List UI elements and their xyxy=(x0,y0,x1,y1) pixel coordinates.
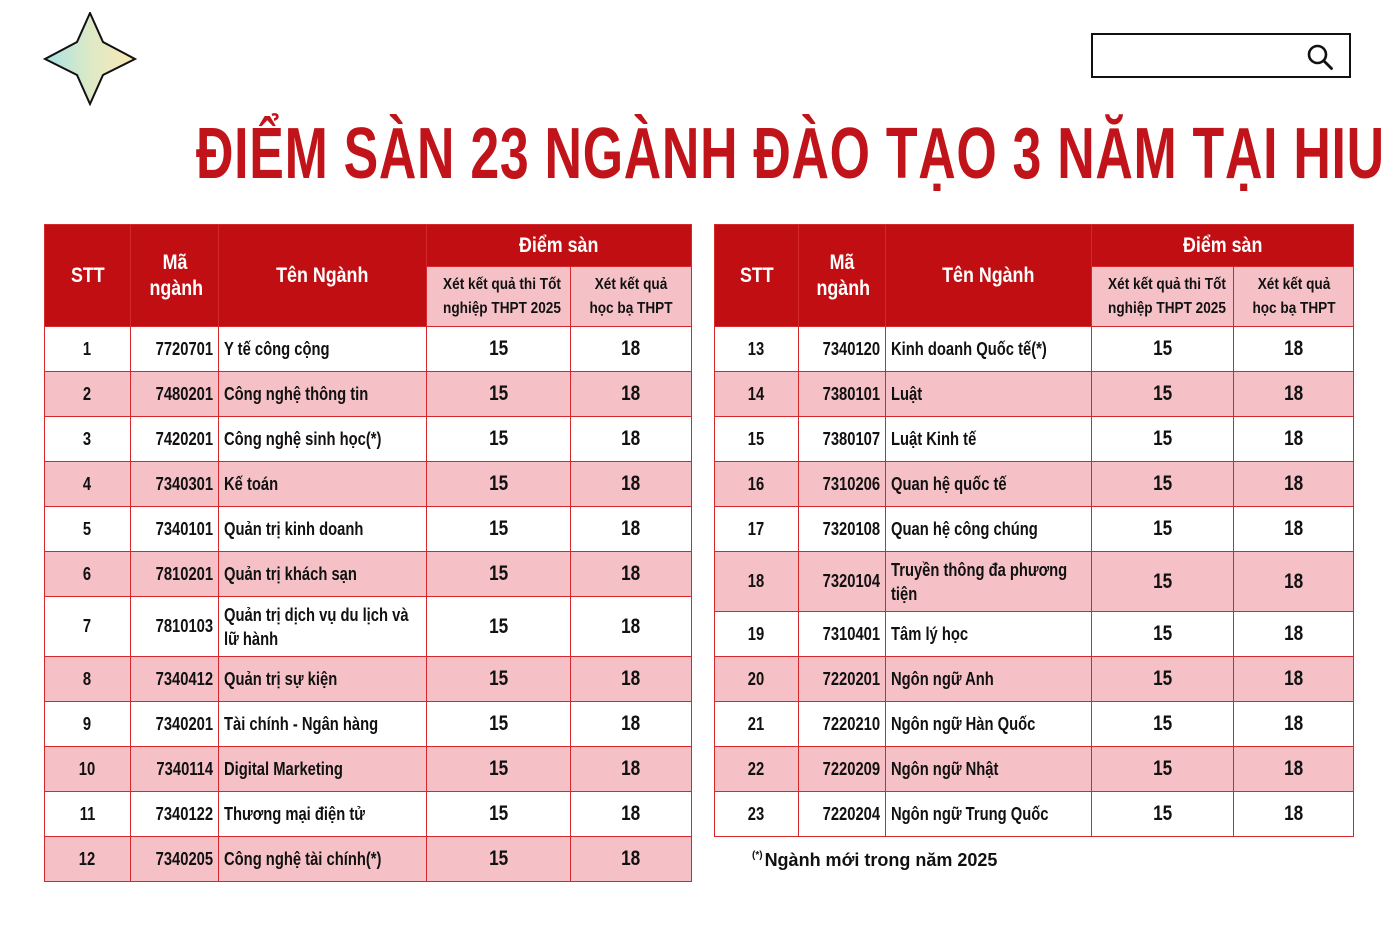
major-name xyxy=(219,462,427,507)
score-transcript xyxy=(571,702,692,747)
score-transcript-text: 18 xyxy=(1283,517,1304,540)
score-exam xyxy=(1092,702,1234,747)
major-code xyxy=(799,372,886,417)
major-code xyxy=(799,702,886,747)
score-transcript xyxy=(1234,657,1354,702)
score-exam-text: 15 xyxy=(488,382,509,405)
page-title: ĐIỂM SÀN 23 NGÀNH ĐÀO TẠO 3 NĂM TẠI HIU xyxy=(195,114,1385,194)
score-transcript-text: 18 xyxy=(621,427,641,450)
major-code-text: 7320108 xyxy=(822,518,880,539)
score-transcript-text: 18 xyxy=(1283,712,1304,735)
major-code-text: 7340122 xyxy=(155,803,213,824)
score-exam xyxy=(427,837,571,882)
major-name-text: Truyền thông đa phương tiện xyxy=(891,559,1068,604)
major-name xyxy=(219,552,427,597)
major-code-text: 7720701 xyxy=(155,338,213,359)
score-exam xyxy=(427,552,571,597)
row-number xyxy=(45,702,131,747)
score-transcript-text: 18 xyxy=(621,382,641,405)
major-name xyxy=(886,417,1092,462)
row-number xyxy=(45,552,131,597)
score-transcript-text: 18 xyxy=(621,712,641,735)
major-name-text: Công nghệ tài chính(*) xyxy=(224,849,382,869)
score-exam-text: 15 xyxy=(488,614,509,638)
score-transcript xyxy=(1234,507,1354,552)
major-name-text: Kế toán xyxy=(224,474,279,494)
major-code xyxy=(131,837,219,882)
score-exam xyxy=(1092,507,1234,552)
row-number-text: 23 xyxy=(748,803,765,824)
major-name-text: Digital Marketing xyxy=(224,759,343,779)
header-score-exam: Xét kết quả thi Tốt nghiệp THPT 2025 xyxy=(1092,267,1234,327)
table-row xyxy=(45,327,692,372)
major-name-text: Quan hệ công chúng xyxy=(891,519,1038,539)
major-code xyxy=(799,747,886,792)
major-code-text: 7340205 xyxy=(155,848,213,869)
major-code-text: 7220204 xyxy=(822,803,880,824)
major-name-text: Quản trị khách sạn xyxy=(224,564,357,584)
header-score-transcript: Xét kết quả học bạ THPT xyxy=(571,267,692,327)
row-number xyxy=(715,747,799,792)
score-exam-text: 15 xyxy=(1152,472,1173,495)
row-number-text: 5 xyxy=(83,518,92,539)
score-transcript xyxy=(1234,327,1354,372)
major-code-text: 7340114 xyxy=(156,758,213,779)
row-number-text: 19 xyxy=(748,623,765,644)
score-exam-text: 15 xyxy=(1152,569,1173,593)
score-transcript-text: 18 xyxy=(1283,622,1304,645)
major-code-text: 7810201 xyxy=(155,563,213,584)
score-exam-text: 15 xyxy=(488,337,509,360)
major-code-text: 7380107 xyxy=(822,428,880,449)
score-transcript xyxy=(1234,462,1354,507)
score-transcript-text: 18 xyxy=(621,847,641,870)
table-row xyxy=(715,657,1354,702)
major-name xyxy=(886,327,1092,372)
search-box[interactable] xyxy=(1091,33,1351,78)
table-row xyxy=(715,747,1354,792)
row-number-text: 8 xyxy=(83,668,92,689)
table-row xyxy=(715,702,1354,747)
row-number xyxy=(715,462,799,507)
header-code: Mã ngành xyxy=(799,225,886,327)
score-exam-text: 15 xyxy=(1152,622,1173,645)
major-name-text: Kinh doanh Quốc tế(*) xyxy=(891,339,1047,359)
score-exam xyxy=(1092,417,1234,462)
score-exam-text: 15 xyxy=(1152,427,1173,450)
major-code-text: 7380101 xyxy=(822,383,880,404)
row-number xyxy=(45,507,131,552)
score-exam-text: 15 xyxy=(1152,517,1173,540)
score-transcript xyxy=(571,657,692,702)
score-exam xyxy=(427,702,571,747)
header-score-group: Điểm sàn xyxy=(427,225,692,267)
score-transcript xyxy=(571,597,692,657)
major-name-text: Quản trị sự kiện xyxy=(224,669,338,689)
major-code xyxy=(131,327,219,372)
score-transcript xyxy=(1234,747,1354,792)
row-number xyxy=(715,612,799,657)
major-code xyxy=(799,792,886,837)
major-name-text: Quan hệ quốc tế xyxy=(891,474,1007,494)
row-number-text: 17 xyxy=(748,518,765,539)
table-row xyxy=(45,657,692,702)
major-code-text: 7340301 xyxy=(155,473,213,494)
table-row xyxy=(45,837,692,882)
major-code-text: 7220201 xyxy=(822,668,880,689)
score-transcript-text: 18 xyxy=(621,517,641,540)
major-name xyxy=(219,597,427,657)
major-name-text: Ngôn ngữ Hàn Quốc xyxy=(891,714,1036,734)
major-name xyxy=(886,747,1092,792)
major-name-text: Ngôn ngữ Nhật xyxy=(891,759,999,779)
major-name-text: Y tế công cộng xyxy=(224,339,330,359)
major-name xyxy=(219,747,427,792)
major-name xyxy=(219,657,427,702)
table-row xyxy=(715,552,1354,612)
row-number xyxy=(715,327,799,372)
major-code-text: 7420201 xyxy=(155,428,213,449)
score-exam xyxy=(427,462,571,507)
major-code-text: 7340412 xyxy=(155,668,213,689)
score-exam-text: 15 xyxy=(1152,802,1173,825)
row-number-text: 10 xyxy=(79,758,96,779)
score-exam-text: 15 xyxy=(488,472,509,495)
major-code-text: 7810103 xyxy=(155,616,213,636)
score-transcript-text: 18 xyxy=(621,337,641,360)
major-code xyxy=(799,462,886,507)
row-number xyxy=(715,372,799,417)
row-number xyxy=(715,552,799,612)
header-stt: STT xyxy=(715,225,799,327)
footnote-text: Ngành mới trong năm 2025 xyxy=(764,850,998,870)
score-transcript-text: 18 xyxy=(1283,382,1304,405)
header-score-transcript: Xét kết quả học bạ THPT xyxy=(1234,267,1354,327)
footnote xyxy=(752,850,997,871)
score-exam xyxy=(427,327,571,372)
table-row xyxy=(45,417,692,462)
major-code-text: 7220210 xyxy=(822,713,880,734)
major-name xyxy=(886,702,1092,747)
major-name-text: Luật Kinh tế xyxy=(891,429,977,449)
score-exam-text: 15 xyxy=(1152,382,1173,405)
major-name xyxy=(219,417,427,462)
table-row xyxy=(45,792,692,837)
major-name xyxy=(219,837,427,882)
score-transcript-text: 18 xyxy=(1283,427,1304,450)
major-code xyxy=(131,507,219,552)
row-number xyxy=(715,657,799,702)
major-name xyxy=(219,702,427,747)
score-exam xyxy=(1092,657,1234,702)
score-transcript xyxy=(571,837,692,882)
score-exam-text: 15 xyxy=(488,712,509,735)
row-number-text: 1 xyxy=(83,338,92,359)
row-number-text: 3 xyxy=(83,428,92,449)
table-row xyxy=(715,612,1354,657)
row-number xyxy=(45,327,131,372)
major-code xyxy=(131,417,219,462)
row-number-text: 14 xyxy=(748,383,765,404)
score-table-left xyxy=(44,224,692,882)
major-name-text: Tài chính - Ngân hàng xyxy=(224,714,379,734)
major-name xyxy=(219,507,427,552)
row-number-text: 2 xyxy=(83,383,92,404)
row-number-text: 7 xyxy=(83,616,92,636)
score-exam xyxy=(1092,612,1234,657)
score-table-right xyxy=(714,224,1354,837)
row-number-text: 18 xyxy=(748,571,765,591)
major-name xyxy=(886,792,1092,837)
major-name-text: Tâm lý học xyxy=(891,624,969,644)
row-number xyxy=(45,372,131,417)
major-code xyxy=(799,552,886,612)
row-number xyxy=(45,837,131,882)
score-transcript xyxy=(571,552,692,597)
major-code xyxy=(131,747,219,792)
major-code xyxy=(131,792,219,837)
score-exam xyxy=(427,657,571,702)
score-exam xyxy=(427,597,571,657)
row-number xyxy=(45,417,131,462)
row-number-text: 9 xyxy=(83,713,92,734)
score-exam xyxy=(1092,372,1234,417)
major-code-text: 7340201 xyxy=(155,713,213,734)
row-number-text: 21 xyxy=(748,713,765,734)
row-number-text: 13 xyxy=(748,338,765,359)
row-number-text: 12 xyxy=(79,848,96,869)
major-name-text: Công nghệ sinh học(*) xyxy=(224,429,382,449)
table-row xyxy=(715,417,1354,462)
row-number-text: 4 xyxy=(83,473,92,494)
score-transcript-text: 18 xyxy=(1283,472,1304,495)
score-transcript-text: 18 xyxy=(1283,569,1304,593)
row-number xyxy=(45,597,131,657)
score-transcript xyxy=(571,507,692,552)
table-row xyxy=(45,597,692,657)
major-code xyxy=(131,462,219,507)
score-exam-text: 15 xyxy=(488,847,509,870)
major-code-text: 7320104 xyxy=(822,571,880,591)
score-exam xyxy=(1092,552,1234,612)
major-name xyxy=(886,657,1092,702)
score-exam-text: 15 xyxy=(488,427,509,450)
table-row xyxy=(715,327,1354,372)
score-exam xyxy=(427,417,571,462)
table-row xyxy=(715,462,1354,507)
score-exam xyxy=(427,372,571,417)
row-number-text: 22 xyxy=(748,758,765,779)
score-transcript xyxy=(571,327,692,372)
major-code xyxy=(131,552,219,597)
row-number-text: 6 xyxy=(83,563,92,584)
major-name-text: Luật xyxy=(891,384,923,404)
score-transcript xyxy=(571,462,692,507)
score-exam xyxy=(427,507,571,552)
major-name-text: Ngôn ngữ Anh xyxy=(891,669,994,689)
score-transcript-text: 18 xyxy=(1283,757,1304,780)
score-exam xyxy=(1092,792,1234,837)
row-number xyxy=(715,702,799,747)
score-transcript-text: 18 xyxy=(1283,667,1304,690)
major-code xyxy=(799,327,886,372)
score-transcript xyxy=(1234,552,1354,612)
score-transcript xyxy=(571,372,692,417)
major-name-text: Ngôn ngữ Trung Quốc xyxy=(891,804,1049,824)
row-number xyxy=(715,507,799,552)
score-transcript xyxy=(1234,792,1354,837)
search-icon[interactable] xyxy=(1305,42,1335,72)
score-exam-text: 15 xyxy=(488,517,509,540)
score-exam-text: 15 xyxy=(1152,337,1173,360)
row-number-text: 16 xyxy=(748,473,765,494)
major-name-text: Quản trị kinh doanh xyxy=(224,519,364,539)
major-code xyxy=(131,657,219,702)
major-code xyxy=(799,417,886,462)
score-transcript xyxy=(1234,702,1354,747)
row-number xyxy=(715,792,799,837)
header-stt: STT xyxy=(45,225,131,327)
score-exam xyxy=(427,792,571,837)
four-point-star-icon xyxy=(42,12,138,106)
score-transcript-text: 18 xyxy=(621,757,641,780)
score-transcript-text: 18 xyxy=(621,472,641,495)
score-exam-text: 15 xyxy=(488,667,509,690)
table-row xyxy=(715,372,1354,417)
score-exam-text: 15 xyxy=(1152,712,1173,735)
major-name xyxy=(886,612,1092,657)
score-exam xyxy=(1092,747,1234,792)
row-number xyxy=(45,657,131,702)
score-exam-text: 15 xyxy=(488,802,509,825)
major-code xyxy=(131,372,219,417)
major-name-text: Thương mại điện tử xyxy=(224,804,365,824)
score-transcript-text: 18 xyxy=(621,667,641,690)
major-name xyxy=(219,327,427,372)
major-code-text: 7310206 xyxy=(822,473,880,494)
table-row xyxy=(45,462,692,507)
score-transcript xyxy=(571,417,692,462)
major-code-text: 7340120 xyxy=(822,338,880,359)
header-score-exam: Xét kết quả thi Tốt nghiệp THPT 2025 xyxy=(427,267,571,327)
score-exam xyxy=(427,747,571,792)
row-number-text: 15 xyxy=(748,428,765,449)
major-name xyxy=(219,792,427,837)
major-code-text: 7220209 xyxy=(822,758,880,779)
row-number xyxy=(45,792,131,837)
score-exam-text: 15 xyxy=(488,562,509,585)
footnote-marker: (*) xyxy=(752,850,763,861)
score-exam-text: 15 xyxy=(1152,757,1173,780)
row-number-text: 20 xyxy=(748,668,765,689)
header-name: Tên Ngành xyxy=(886,225,1092,327)
table-row xyxy=(715,507,1354,552)
score-exam xyxy=(1092,327,1234,372)
table-row xyxy=(45,702,692,747)
major-name xyxy=(886,462,1092,507)
table-row xyxy=(45,507,692,552)
major-name xyxy=(219,372,427,417)
major-code-text: 7310401 xyxy=(822,623,880,644)
major-code-text: 7480201 xyxy=(155,383,213,404)
score-exam-text: 15 xyxy=(488,757,509,780)
major-name xyxy=(886,372,1092,417)
score-exam xyxy=(1092,462,1234,507)
header-code: Mã ngành xyxy=(131,225,219,327)
score-transcript-text: 18 xyxy=(621,614,641,638)
score-transcript xyxy=(571,792,692,837)
header-name: Tên Ngành xyxy=(219,225,427,327)
row-number xyxy=(45,747,131,792)
major-code xyxy=(131,597,219,657)
search-input[interactable] xyxy=(1099,39,1303,73)
score-exam-text: 15 xyxy=(1152,667,1173,690)
major-name xyxy=(886,552,1092,612)
score-transcript xyxy=(1234,417,1354,462)
row-number-text: 11 xyxy=(79,803,96,824)
row-number xyxy=(715,417,799,462)
major-code xyxy=(799,657,886,702)
table-row xyxy=(45,747,692,792)
table-row xyxy=(715,792,1354,837)
score-transcript-text: 18 xyxy=(1283,802,1304,825)
row-number xyxy=(45,462,131,507)
major-code xyxy=(131,702,219,747)
header-score-group: Điểm sàn xyxy=(1092,225,1354,267)
score-transcript-text: 18 xyxy=(621,562,641,585)
major-name xyxy=(886,507,1092,552)
table-row xyxy=(45,372,692,417)
score-transcript-text: 18 xyxy=(1283,337,1304,360)
major-code xyxy=(799,507,886,552)
score-transcript xyxy=(571,747,692,792)
major-code-text: 7340101 xyxy=(155,518,213,539)
major-name-text: Công nghệ thông tin xyxy=(224,384,369,404)
score-transcript xyxy=(1234,372,1354,417)
table-row xyxy=(45,552,692,597)
major-code xyxy=(799,612,886,657)
score-transcript-text: 18 xyxy=(621,802,641,825)
score-transcript xyxy=(1234,612,1354,657)
major-name-text: Quản trị dịch vụ du lịch và lữ hành xyxy=(224,604,409,649)
